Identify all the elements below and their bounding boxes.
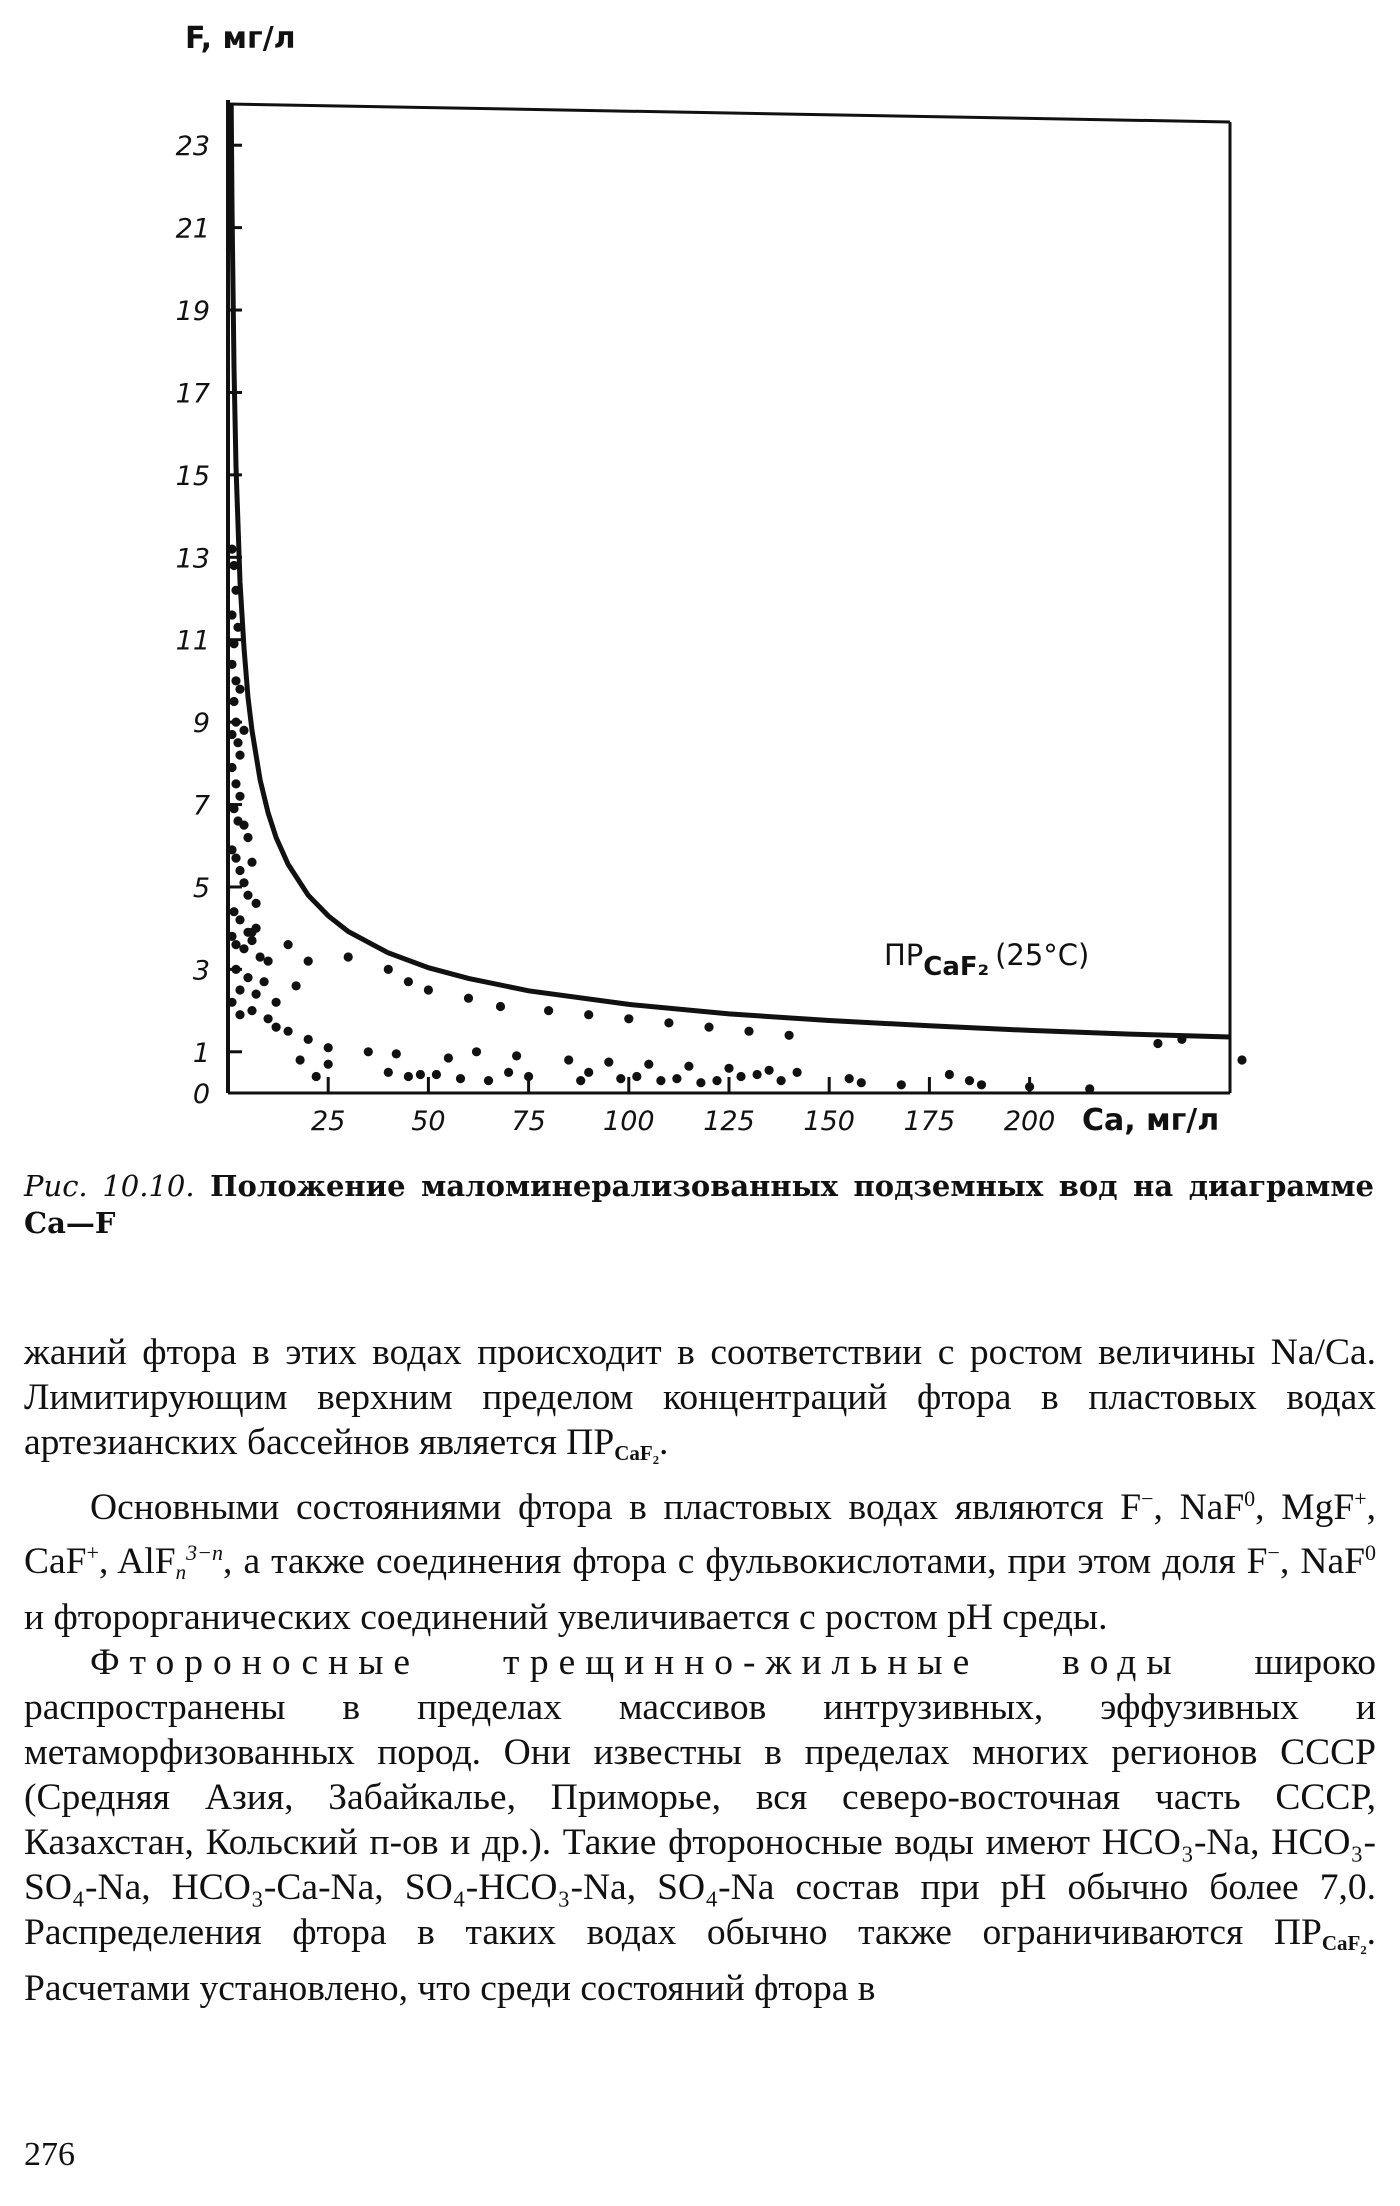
data-point (243, 833, 252, 842)
data-point (324, 1060, 333, 1069)
x-tick-label: 100 (603, 1106, 655, 1137)
data-point (1153, 1039, 1162, 1048)
data-point (945, 1070, 954, 1079)
data-point (227, 660, 236, 669)
data-point (235, 915, 244, 924)
data-point (712, 1076, 721, 1085)
data-point (243, 891, 252, 900)
data-point (392, 1049, 401, 1058)
data-point (296, 1055, 305, 1064)
y-tick-label: 1 (192, 1037, 210, 1069)
data-point (239, 821, 248, 830)
data-point (227, 845, 236, 854)
data-point (1237, 1055, 1246, 1064)
data-point (424, 985, 433, 994)
y-tick-label: 21 (175, 213, 210, 245)
data-point (704, 1023, 713, 1032)
data-point (444, 1053, 453, 1062)
data-point (777, 1076, 786, 1085)
y-tick-label: 0 (192, 1079, 210, 1110)
data-point (229, 697, 238, 706)
data-point (227, 545, 236, 554)
paragraph-1: жаний фтора в этих водах происходит в соответствии с ростом величины Na/Ca. Лимитирующим верхним пределом концентраций фтора в пластовых водах артезианских бассейнов является $ПР_{CaF_2}$. (24, 1332, 1376, 1465)
curve-label-sub: CaF₂ (923, 952, 990, 982)
y-tick-label: 13 (175, 543, 210, 575)
curve-label (884, 938, 1089, 982)
data-point (239, 726, 248, 735)
paragraph-2: Основными состояниями фтора в пластовых водах являются F−, NaF$^0$, MgF+, CaF+, AlF$_n^{3-n}$, а также соединения фтора с фульвокислотами, при этом доля F−, NaF$^0$ и фторорганических соединений увеличивается с ростом pH среды. (24, 1486, 1376, 1638)
y-tick-label: 11 (175, 625, 210, 657)
data-point (247, 936, 256, 945)
figure-caption (24, 1168, 1374, 1242)
data-point (524, 1072, 533, 1081)
data-point (229, 907, 238, 916)
x-tick-label: 175 (903, 1106, 956, 1137)
data-point (235, 751, 244, 760)
data-point (1025, 1082, 1034, 1091)
data-point (793, 1068, 802, 1077)
data-point (484, 1076, 493, 1085)
y-tick-label: 7 (192, 790, 210, 822)
data-point (965, 1076, 974, 1085)
x-axis-ticks (311, 1077, 1055, 1137)
spaced-term: Фтороносные трещинно-жильные воды (90, 1642, 1182, 1683)
data-point (264, 1014, 273, 1023)
data-point (247, 1006, 256, 1015)
data-point (256, 952, 265, 961)
data-point (456, 1074, 465, 1083)
x-axis-label: Ca, мг/л (1082, 1103, 1220, 1138)
y-tick-label: 17 (175, 378, 210, 410)
data-point (292, 981, 301, 990)
data-point (344, 952, 353, 961)
data-point (753, 1070, 762, 1079)
data-point (384, 1068, 393, 1077)
data-point (464, 994, 473, 1003)
data-point (632, 1072, 641, 1081)
data-point (1085, 1084, 1094, 1093)
data-point (544, 1006, 553, 1015)
data-point (684, 1062, 693, 1071)
data-point (284, 1027, 293, 1036)
data-point (231, 965, 240, 974)
data-point (231, 940, 240, 949)
data-point (227, 932, 236, 941)
data-point (229, 804, 238, 813)
data-point (235, 685, 244, 694)
y-tick-label: 3 (192, 955, 210, 987)
x-tick-label: 50 (411, 1106, 446, 1137)
data-point (324, 1043, 333, 1052)
data-point (235, 792, 244, 801)
data-point (231, 718, 240, 727)
x-tick-label: 200 (1003, 1106, 1056, 1137)
data-point (227, 998, 236, 1007)
x-tick-label: 125 (703, 1106, 755, 1137)
data-point (252, 990, 261, 999)
data-point (404, 1072, 413, 1081)
data-point (384, 965, 393, 974)
data-point (233, 738, 242, 747)
x-tick-label: 150 (803, 1106, 855, 1137)
solubility-curve (231, 104, 1230, 1037)
data-point (284, 940, 293, 949)
data-point (229, 639, 238, 648)
data-point (604, 1058, 613, 1067)
curve-label-rest: (25°C) (995, 938, 1090, 972)
data-point (364, 1047, 373, 1056)
data-point (785, 1031, 794, 1040)
data-point (272, 1023, 281, 1032)
data-point (227, 730, 236, 739)
caption-label: Рис. 10.10. (24, 1169, 195, 1203)
data-point (744, 1027, 753, 1036)
y-tick-label: 9 (192, 708, 210, 740)
curve-label-main: ПР (884, 938, 924, 972)
data-point (243, 973, 252, 982)
y-tick-label: 15 (175, 460, 210, 492)
data-point (616, 1074, 625, 1083)
data-point (404, 977, 413, 986)
data-point (304, 1035, 313, 1044)
x-tick-label: 25 (311, 1106, 346, 1137)
data-point (696, 1078, 705, 1087)
data-point (644, 1060, 653, 1069)
frame-top-line (228, 104, 1230, 122)
data-point (235, 985, 244, 994)
data-point (235, 1010, 244, 1019)
data-point (504, 1068, 513, 1077)
data-point (235, 866, 244, 875)
data-point (260, 977, 269, 986)
y-tick-label: 5 (192, 872, 210, 904)
data-point (247, 928, 256, 937)
data-point (416, 1070, 425, 1079)
data-point (845, 1074, 854, 1083)
data-point (231, 854, 240, 863)
data-point (512, 1051, 521, 1060)
data-point (765, 1066, 774, 1075)
y-axis-label: F, мг/л (185, 21, 296, 56)
data-point (264, 957, 273, 966)
data-point (304, 957, 313, 966)
data-point (584, 1068, 593, 1077)
data-point (672, 1074, 681, 1083)
x-tick-label: 75 (511, 1106, 546, 1137)
data-point (584, 1010, 593, 1019)
data-point (252, 899, 261, 908)
page-number: 276 (24, 2136, 75, 2173)
data-point (432, 1070, 441, 1079)
data-points (227, 545, 1246, 1094)
caption-text: Положение маломинерализованных подземных вод на диаграмме Ca—F (24, 1169, 1375, 1240)
data-point (656, 1076, 665, 1085)
paragraph-3: Фтороносные трещинно-жильные воды широко распространены в пределах массивов интрузивных, эффузивных и метаморфизованных пород. Они известны в пределах многих регионов СССР (Средняя Азия, Забайкалье, Приморье, вся северо-восточная часть СССР, Казахстан, Кольский п-ов и др.). Такие фтороносные воды имеют HCO₃-Na, HCO₃-SO₄-Na, HCO₃-Ca-Na, SO₄-HCO₃-Na, SO₄-Na состав при pH обычно более 7,0. Распределения фтора в таких водах обычно также ограничиваются $ПР_{CaF_2}$. Расчетами установлено, что среди состояний фтора в (24, 1642, 1376, 2009)
body-text (24, 1330, 1376, 2011)
data-point (664, 1018, 673, 1027)
data-point (496, 1002, 505, 1011)
data-point (312, 1072, 321, 1081)
data-point (227, 763, 236, 772)
data-point (231, 676, 240, 685)
data-point (231, 779, 240, 788)
y-tick-label: 23 (175, 131, 210, 163)
data-point (247, 858, 256, 867)
data-point (239, 944, 248, 953)
data-point (576, 1076, 585, 1085)
data-point (736, 1072, 745, 1081)
y-tick-label: 19 (175, 296, 210, 328)
data-point (857, 1078, 866, 1087)
data-point (897, 1080, 906, 1089)
data-point (977, 1080, 986, 1089)
data-point (472, 1047, 481, 1056)
data-point (272, 998, 281, 1007)
data-point (624, 1014, 633, 1023)
data-point (239, 878, 248, 887)
data-point (227, 610, 236, 619)
data-point (564, 1055, 573, 1064)
data-point (724, 1064, 733, 1073)
